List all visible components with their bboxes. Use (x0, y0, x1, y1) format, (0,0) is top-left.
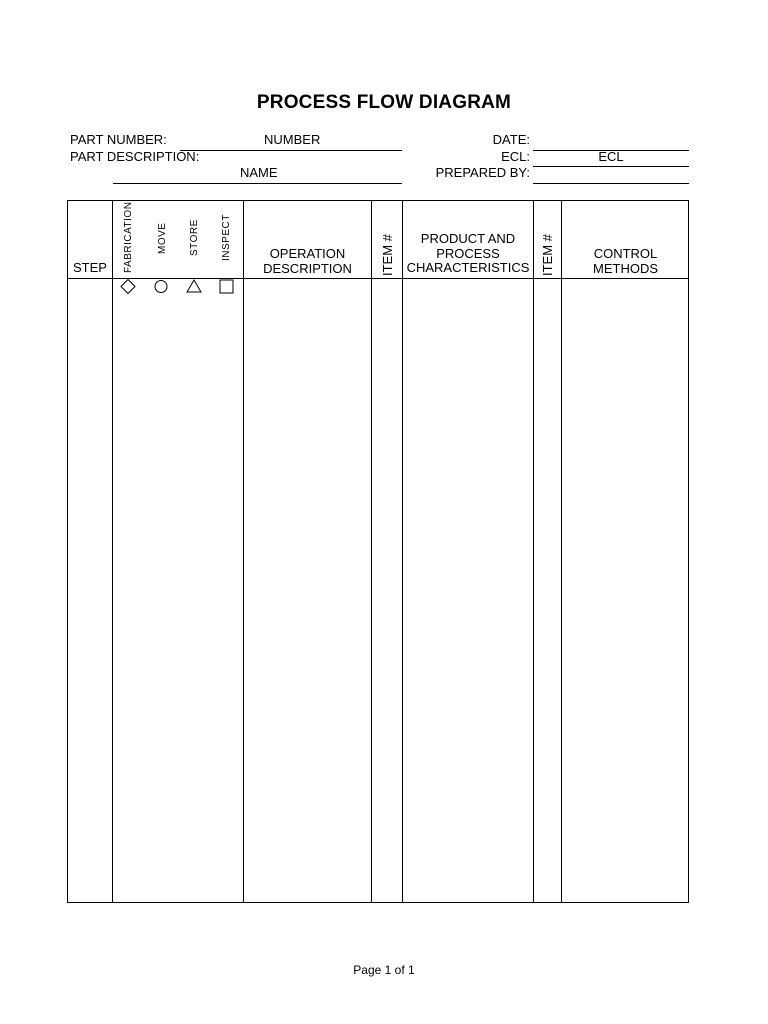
column-divider-item1 (402, 200, 403, 903)
column-divider-product (533, 200, 534, 903)
column-header-product-process (403, 232, 533, 276)
circle-icon (155, 281, 167, 293)
part-description-label: PART DESCRIPTION: (70, 149, 200, 164)
control-header-line2: METHODS (593, 260, 658, 276)
page-title: PROCESS FLOW DIAGRAM (256, 92, 512, 113)
product-header-line2: PROCESS (436, 245, 500, 261)
column-header-step: STEP (73, 260, 107, 275)
ecl-label: ECL: (501, 149, 530, 164)
column-header-control-methods (562, 247, 689, 276)
square-icon (220, 280, 233, 293)
column-divider-symbols (243, 200, 244, 903)
process-flow-table (67, 200, 689, 903)
process-symbols (113, 279, 243, 295)
column-header-operation-description (244, 247, 371, 276)
column-header-inspect: INSPECT (221, 214, 232, 261)
part-description-value[interactable]: NAME (240, 165, 278, 180)
column-divider-step (112, 200, 113, 903)
part-description-underline (113, 183, 402, 184)
part-number-value[interactable]: NUMBER (264, 132, 321, 147)
diamond-icon (121, 280, 135, 294)
date-label: DATE: (492, 132, 530, 147)
column-header-store: STORE (189, 219, 200, 256)
part-number-label: PART NUMBER: (70, 132, 167, 147)
product-header-line3: CHARACTERISTICS (406, 260, 530, 275)
operation-header-line1: OPERATION (269, 246, 346, 261)
column-header-item-2: ITEM # (540, 234, 555, 276)
product-header-line1: PRODUCT AND (420, 231, 516, 246)
ecl-underline (533, 166, 689, 167)
part-number-underline (180, 150, 402, 151)
column-divider-operation (371, 200, 372, 903)
ecl-value[interactable]: ECL (598, 149, 624, 164)
column-header-fabrication: FABRICATION (123, 201, 134, 273)
column-divider-item2 (561, 200, 562, 903)
page-number: Page 1 of 1 (353, 963, 415, 977)
column-header-move: MOVE (157, 222, 168, 254)
prepared-by-label: PREPARED BY: (435, 165, 530, 180)
triangle-icon (187, 280, 201, 292)
control-header-line1: CONTROL (593, 246, 658, 261)
column-header-item-1: ITEM # (380, 234, 395, 276)
operation-header-line2: DESCRIPTION (263, 260, 352, 276)
prepared-by-underline (533, 183, 689, 184)
